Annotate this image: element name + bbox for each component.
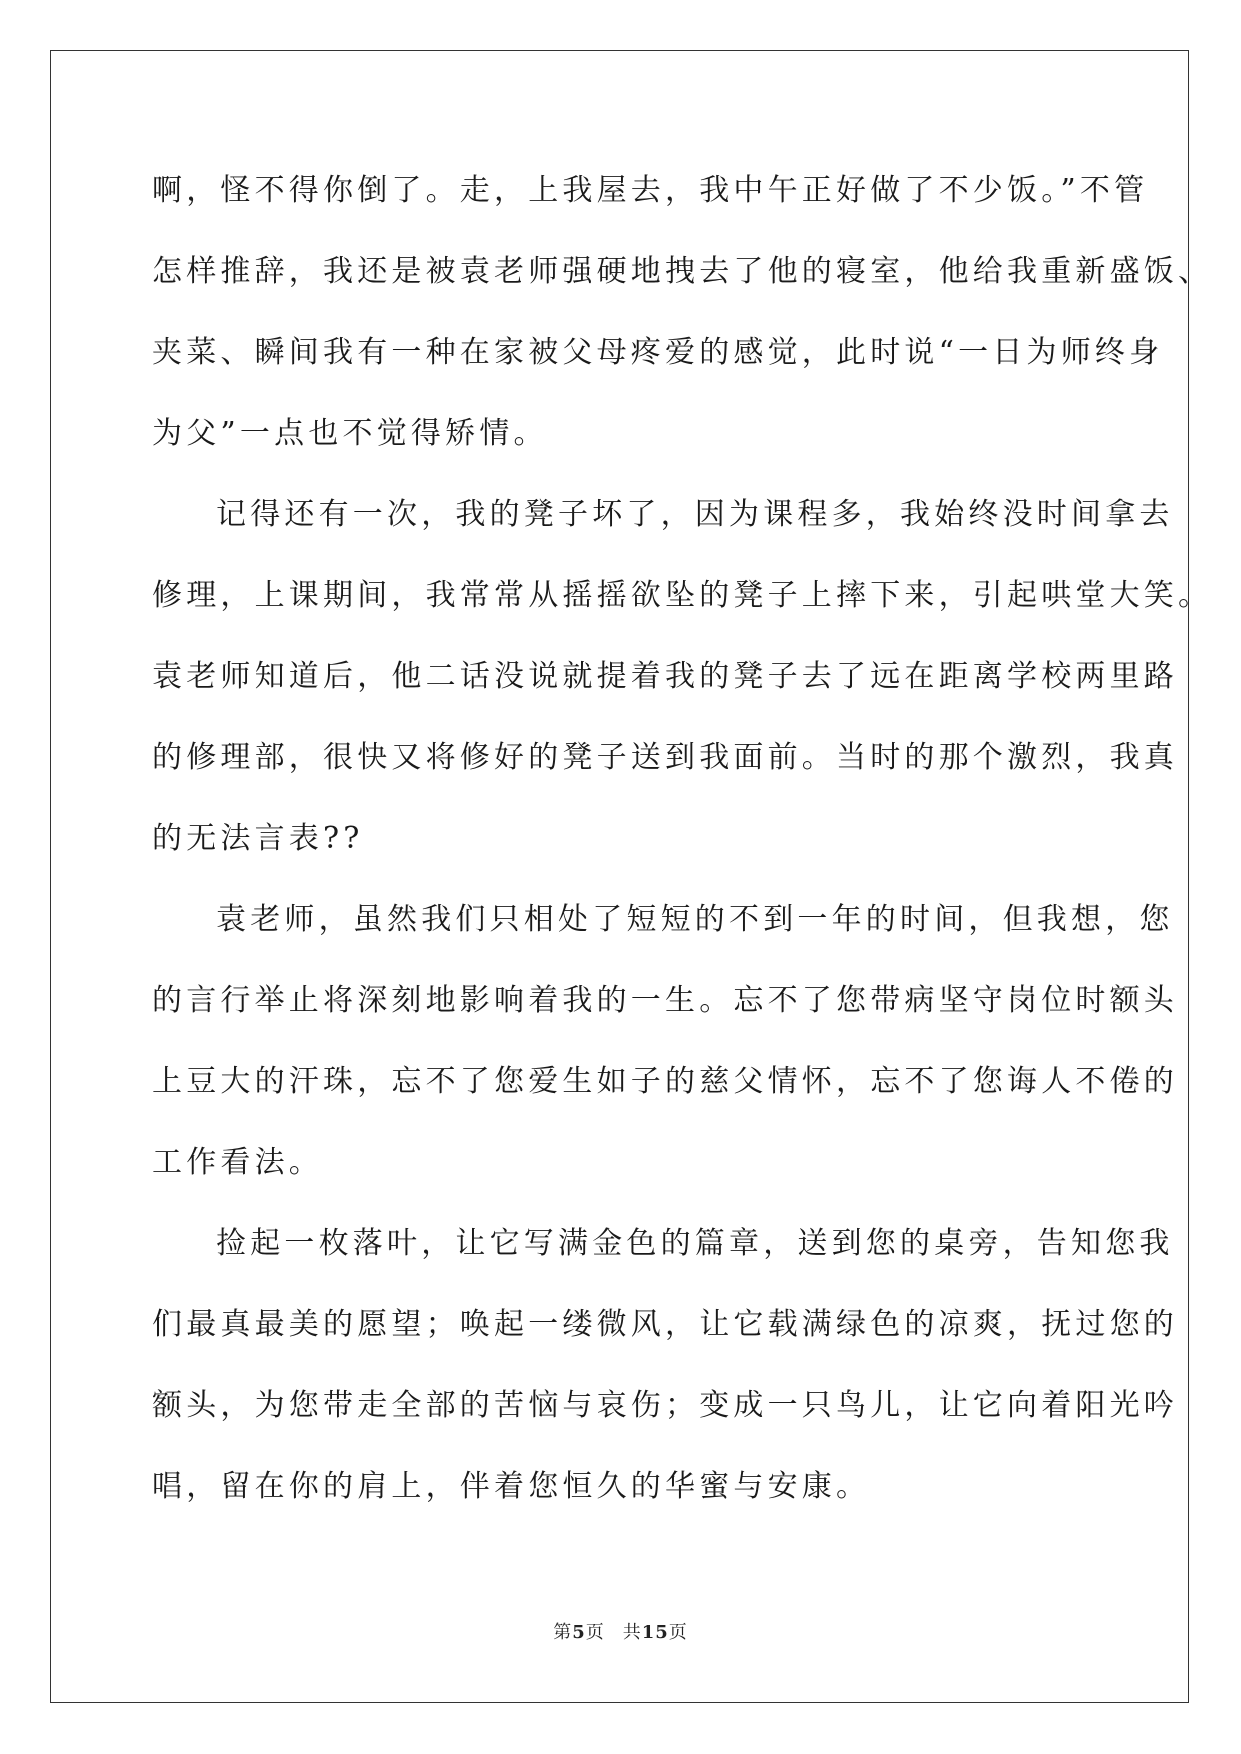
text-line: 额头，为您带走全部的苦恼与哀伤；变成一只鸟儿，让它向着阳光吟: [152, 1388, 1178, 1423]
total-suffix: 页: [668, 1622, 688, 1643]
text-line: 修理，上课期间，我常常从摇摇欲坠的凳子上摔下来，引起哄堂大笑。: [152, 578, 1213, 613]
text-line: 为父”一点也不觉得矫情。: [152, 416, 548, 451]
text-line: 啊，怪不得你倒了。走，上我屋去，我中午正好做了不少饭。”不管: [152, 173, 1149, 208]
text-line: 上豆大的汗珠，忘不了您爱生如子的慈父情怀，忘不了您诲人不倦的: [152, 1064, 1178, 1099]
paragraph-first-line: 捡起一枚落叶，让它写满金色的篇章，送到您的桌旁，告知您我: [216, 1226, 1174, 1261]
text-line: 夹菜、瞬间我有一种在家被父母疼爱的感觉，此时说“一日为师终身: [152, 335, 1164, 370]
total-pages: 15: [641, 1622, 669, 1643]
text-line: 工作看法。: [152, 1145, 323, 1180]
page-footer: [0, 1618, 1241, 1644]
total-prefix: 共: [622, 1622, 642, 1643]
text-line: 袁老师知道后，他二话没说就提着我的凳子去了远在距离学校两里路: [152, 659, 1178, 694]
text-line: 唱，留在你的肩上，伴着您恒久的华蜜与安康。: [152, 1469, 871, 1504]
paragraph-first-line: 记得还有一次，我的凳子坏了，因为课程多，我始终没时间拿去: [216, 497, 1174, 532]
paragraph-first-line: 袁老师，虽然我们只相处了短短的不到一年的时间，但我想，您: [216, 902, 1174, 937]
page-suffix: 页: [585, 1622, 605, 1643]
text-line: 的无法言表??: [152, 821, 364, 856]
page-number: 5: [572, 1622, 586, 1643]
document-body: [152, 160, 1213, 1537]
text-line: 们最真最美的愿望；唤起一缕微风，让它载满绿色的凉爽，抚过您的: [152, 1307, 1178, 1342]
page-prefix: 第: [553, 1622, 573, 1643]
text-line: 的修理部，很快又将修好的凳子送到我面前。当时的那个激烈，我真: [152, 740, 1178, 775]
text-line: 的言行举止将深刻地影响着我的一生。忘不了您带病坚守岗位时额头: [152, 983, 1178, 1018]
text-line: 怎样推辞，我还是被袁老师强硬地拽去了他的寝室，他给我重新盛饭、: [152, 254, 1213, 289]
